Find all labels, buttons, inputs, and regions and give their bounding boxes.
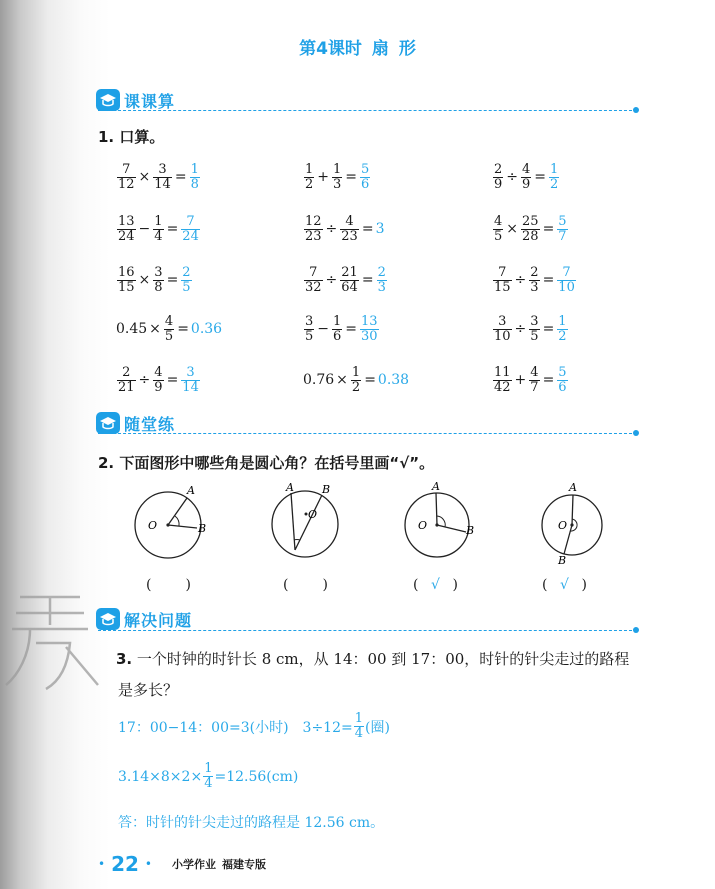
answer-bracket-2[interactable]: ( ) (283, 577, 328, 593)
calc-item: $\frac{13}{24}$ − $\frac{1}{4}$ = $\frac{7}{24}$ (118, 213, 199, 244)
question-3-text-cont: 是多长？ (118, 681, 179, 699)
svg-text:B: B (466, 524, 475, 537)
calc-item: $\frac{7}{12}$ × $\frac{3}{14}$ = $\frac{1}{8}$ (118, 161, 199, 192)
circle-figure-4 (528, 480, 618, 570)
answer-step-2: 3.14×8×2× $\frac{1}{4}$ =12.56(cm) (118, 761, 299, 791)
calc-item: $\frac{16}{15}$ × $\frac{3}{8}$ = $\frac{2}{5}$ (118, 264, 191, 295)
divider (98, 110, 637, 111)
circle-figure-2 (262, 480, 352, 570)
section-header-kekesuan: 课课算 (96, 88, 175, 112)
svg-text:O: O (418, 519, 428, 532)
graduation-cap-icon (96, 412, 120, 434)
divider-dot (633, 430, 639, 436)
svg-text:O: O (308, 508, 318, 521)
calc-item: $\frac{7}{32}$ ÷ $\frac{21}{64}$ = $\frac{2}{3}$ (305, 264, 386, 295)
svg-text:A: A (432, 480, 440, 493)
calc-item: $\frac{4}{5}$ × $\frac{25}{28}$ = $\frac{5}{7}$ (494, 213, 567, 244)
divider (98, 630, 637, 631)
page-number: 22 (111, 852, 139, 876)
svg-text:O: O (558, 519, 568, 532)
calc-item: $\frac{7}{15}$ ÷ $\frac{2}{3}$ = $\frac{7}{10}$ (494, 264, 575, 295)
svg-text:B: B (322, 483, 331, 496)
calc-item: $\frac{3}{5}$ − $\frac{1}{6}$ = $\frac{13}{30}$ (305, 313, 378, 344)
question-3-text: 3. 一个时钟的时针长 8 cm，从 14：00 到 17：00，时针的针尖走过的路程 (116, 650, 630, 668)
watermark-logo (0, 585, 110, 695)
answer-bracket-3[interactable]: ( √ ) (413, 577, 458, 593)
graduation-cap-icon (96, 608, 120, 630)
calc-item: $\frac{1}{2}$ + $\frac{1}{3}$ = $\frac{5}{6}$ (305, 161, 370, 192)
answer-conclusion: 答：时针的针尖走过的路程是 12.56 cm。 (118, 815, 385, 831)
question-1-title: 1. 口算。 (98, 128, 165, 146)
question-2-title: 2. 下面图形中哪些角是圆心角？在括号里画“√”。 (98, 454, 435, 472)
svg-text:O: O (148, 519, 158, 532)
answer-bracket-1[interactable]: ( ) (146, 577, 191, 593)
divider (98, 433, 637, 434)
divider-dot (633, 107, 639, 113)
svg-text:A: A (187, 484, 195, 497)
graduation-cap-icon (96, 89, 120, 111)
calc-item: $\frac{2}{21}$ ÷ $\frac{4}{9}$ = $\frac{3}{14}$ (118, 364, 199, 395)
page-footer: • 22 • 小学作业 福建专版 (98, 852, 266, 876)
divider-dot (633, 627, 639, 633)
answer-bracket-4[interactable]: ( √ ) (542, 577, 587, 593)
circle-figure-1 (126, 480, 216, 570)
answer-step-1: 17：00−14：00=3(小时) 3÷12= $\frac{1}{4}$ (圈) (118, 711, 390, 741)
calc-item: 0.76 × $\frac{1}{2}$ = 0.38 (303, 364, 410, 395)
page-title: 第4课时 扇 形 (299, 39, 416, 59)
calc-item: $\frac{12}{23}$ ÷ $\frac{4}{23}$ = 3 (305, 213, 385, 244)
svg-text:A: A (569, 481, 577, 494)
calc-item: $\frac{3}{10}$ ÷ $\frac{3}{5}$ = $\frac{1}{2}$ (494, 313, 567, 344)
svg-text:A: A (286, 481, 294, 494)
circle-figure-3 (394, 480, 484, 570)
calc-item: $\frac{2}{9}$ ÷ $\frac{4}{9}$ = $\frac{1}{2}$ (494, 161, 559, 192)
svg-text:B: B (198, 522, 207, 535)
calc-item: 0.45 × $\frac{4}{5}$ = 0.36 (116, 313, 223, 344)
section-header-jiejuewenti: 解决问题 (96, 607, 192, 631)
section-header-suitanglian: 随堂练 (96, 411, 175, 435)
svg-text:B: B (558, 554, 567, 567)
calc-item: $\frac{11}{42}$ + $\frac{4}{7}$ = $\frac{5}{6}$ (494, 364, 567, 395)
